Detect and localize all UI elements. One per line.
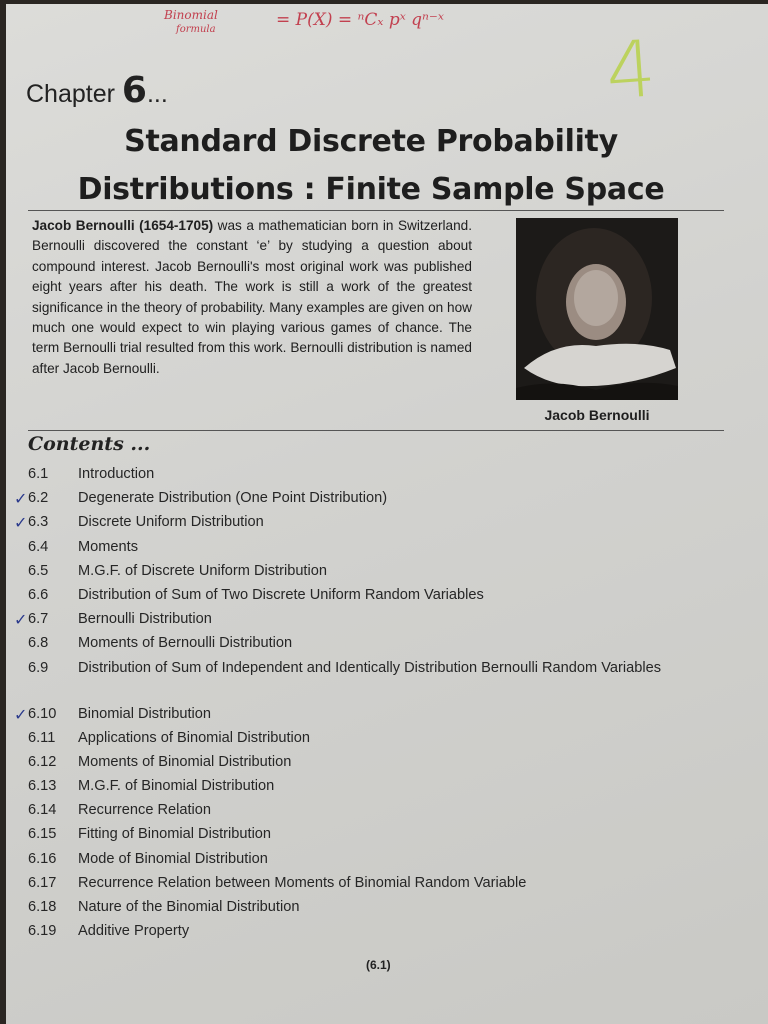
toc-title: Binomial Distribution — [78, 705, 212, 722]
portrait-drawing — [516, 218, 678, 400]
divider-contents — [28, 430, 724, 431]
chapter-title-line1: Standard Discrete Probability — [124, 124, 618, 159]
toc-number: 6.13 — [28, 778, 57, 795]
toc-number: 6.3 — [28, 514, 49, 531]
toc-number: 6.14 — [28, 802, 57, 819]
toc-number: 6.9 — [28, 659, 49, 676]
toc-title: M.G.F. of Binomial Distribution — [78, 778, 275, 795]
toc-item — [28, 583, 748, 607]
toc-title: Degenerate Distribution (One Point Distribution) — [78, 490, 388, 507]
toc-item — [28, 726, 748, 750]
portrait-image — [516, 218, 678, 400]
toc-number: 6.2 — [28, 490, 49, 507]
toc-title: Mode of Binomial Distribution — [78, 850, 268, 867]
toc-item — [14, 702, 748, 726]
toc-item — [28, 656, 748, 702]
toc-title: Bernoulli Distribution — [78, 611, 212, 628]
toc-number: 6.18 — [28, 899, 57, 915]
chapter-title-line2: Distributions : Finite Sample Space — [77, 172, 665, 207]
toc-number: 6.6 — [28, 586, 49, 603]
check-mark-icon: ✓ — [14, 706, 28, 724]
divider-top — [28, 210, 724, 211]
toc-number: 6.17 — [28, 874, 57, 891]
toc-title: Introduction — [78, 466, 155, 482]
toc-title: M.G.F. of Discrete Uniform Distribution — [78, 562, 327, 579]
contents-list — [14, 462, 748, 943]
toc-item — [28, 750, 748, 774]
toc-number: 6.4 — [28, 538, 49, 555]
intro-name: Jacob Bernoulli (1654-1705) — [32, 218, 214, 233]
toc-number: 6.12 — [28, 753, 57, 770]
chapter-word: Chapter — [26, 80, 115, 108]
chapter-suffix: ... — [146, 80, 168, 108]
intro-paragraph — [32, 216, 472, 379]
toc-item — [28, 462, 748, 486]
portrait-caption: Jacob Bernoulli — [544, 407, 650, 423]
toc-title: Recurrence Relation — [78, 802, 212, 819]
handwritten-formula: = P(X) = ⁿCₓ pˣ qⁿ⁻ˣ — [276, 10, 444, 30]
toc-title: Additive Property — [78, 923, 190, 940]
toc-title: Discrete Uniform Distribution — [78, 514, 264, 531]
toc-title: Moments — [78, 538, 139, 555]
page-number: (6.1) — [366, 958, 391, 972]
toc-number: 6.1 — [28, 466, 49, 482]
check-mark-icon: ✓ — [14, 515, 28, 533]
toc-item — [14, 510, 748, 534]
book-page — [6, 4, 768, 1024]
toc-item — [28, 631, 748, 655]
toc-number: 6.19 — [28, 923, 57, 940]
check-mark-icon: ✓ — [14, 491, 28, 509]
toc-title: Recurrence Relation between Moments of Binomial Random Variable — [78, 874, 527, 891]
toc-title: Distribution of Sum of Independent and Identically Distribution Bernoulli Random Variables — [78, 659, 661, 676]
toc-item — [28, 774, 748, 798]
toc-item — [28, 822, 748, 846]
intro-text: was a mathematician born in Switzerland. Bernoulli discovered the constant ‘e’ by studying a question about compound interest. Jacob Bernoulli's most original work was published eight years after his death. The work is still a work of the greatest significance in the theory of probability. Many examples are given on how much one would expect to win playing various games of chance. The term Bernoulli trial resulted from this work. Bernoulli distribution is named after Jacob Bernoulli. — [32, 218, 472, 376]
toc-number: 6.5 — [28, 562, 49, 579]
handwritten-note-binomial: Binomial — [164, 8, 218, 22]
toc-title: Nature of the Binomial Distribution — [78, 899, 300, 915]
toc-title: Fitting of Binomial Distribution — [78, 826, 272, 843]
toc-number: 6.10 — [28, 705, 57, 722]
toc-item — [14, 486, 748, 510]
toc-item — [28, 871, 748, 895]
toc-item — [28, 798, 748, 822]
toc-number: 6.8 — [28, 635, 49, 652]
toc-item — [28, 895, 748, 919]
toc-item — [28, 559, 748, 583]
toc-item — [14, 607, 748, 631]
toc-item — [28, 535, 748, 559]
chapter-title — [46, 118, 696, 214]
toc-title: Moments of Bernoulli Distribution — [78, 635, 293, 652]
toc-title: Applications of Binomial Distribution — [78, 729, 310, 746]
toc-title: Moments of Binomial Distribution — [78, 753, 292, 770]
chapter-number: 6 — [121, 70, 147, 111]
handwritten-number: 4 — [602, 24, 659, 118]
toc-number: 6.15 — [28, 826, 57, 843]
chapter-label — [26, 70, 168, 111]
handwritten-note-formula: formula — [176, 24, 216, 35]
toc-number: 6.16 — [28, 850, 57, 867]
toc-number: 6.11 — [28, 729, 56, 746]
toc-item — [28, 847, 748, 871]
toc-title: Distribution of Sum of Two Discrete Uniform Random Variables — [78, 586, 484, 603]
toc-number: 6.7 — [28, 611, 49, 628]
check-mark-icon: ✓ — [14, 612, 28, 630]
contents-heading: Contents ... — [28, 433, 151, 455]
toc-item — [28, 919, 748, 943]
